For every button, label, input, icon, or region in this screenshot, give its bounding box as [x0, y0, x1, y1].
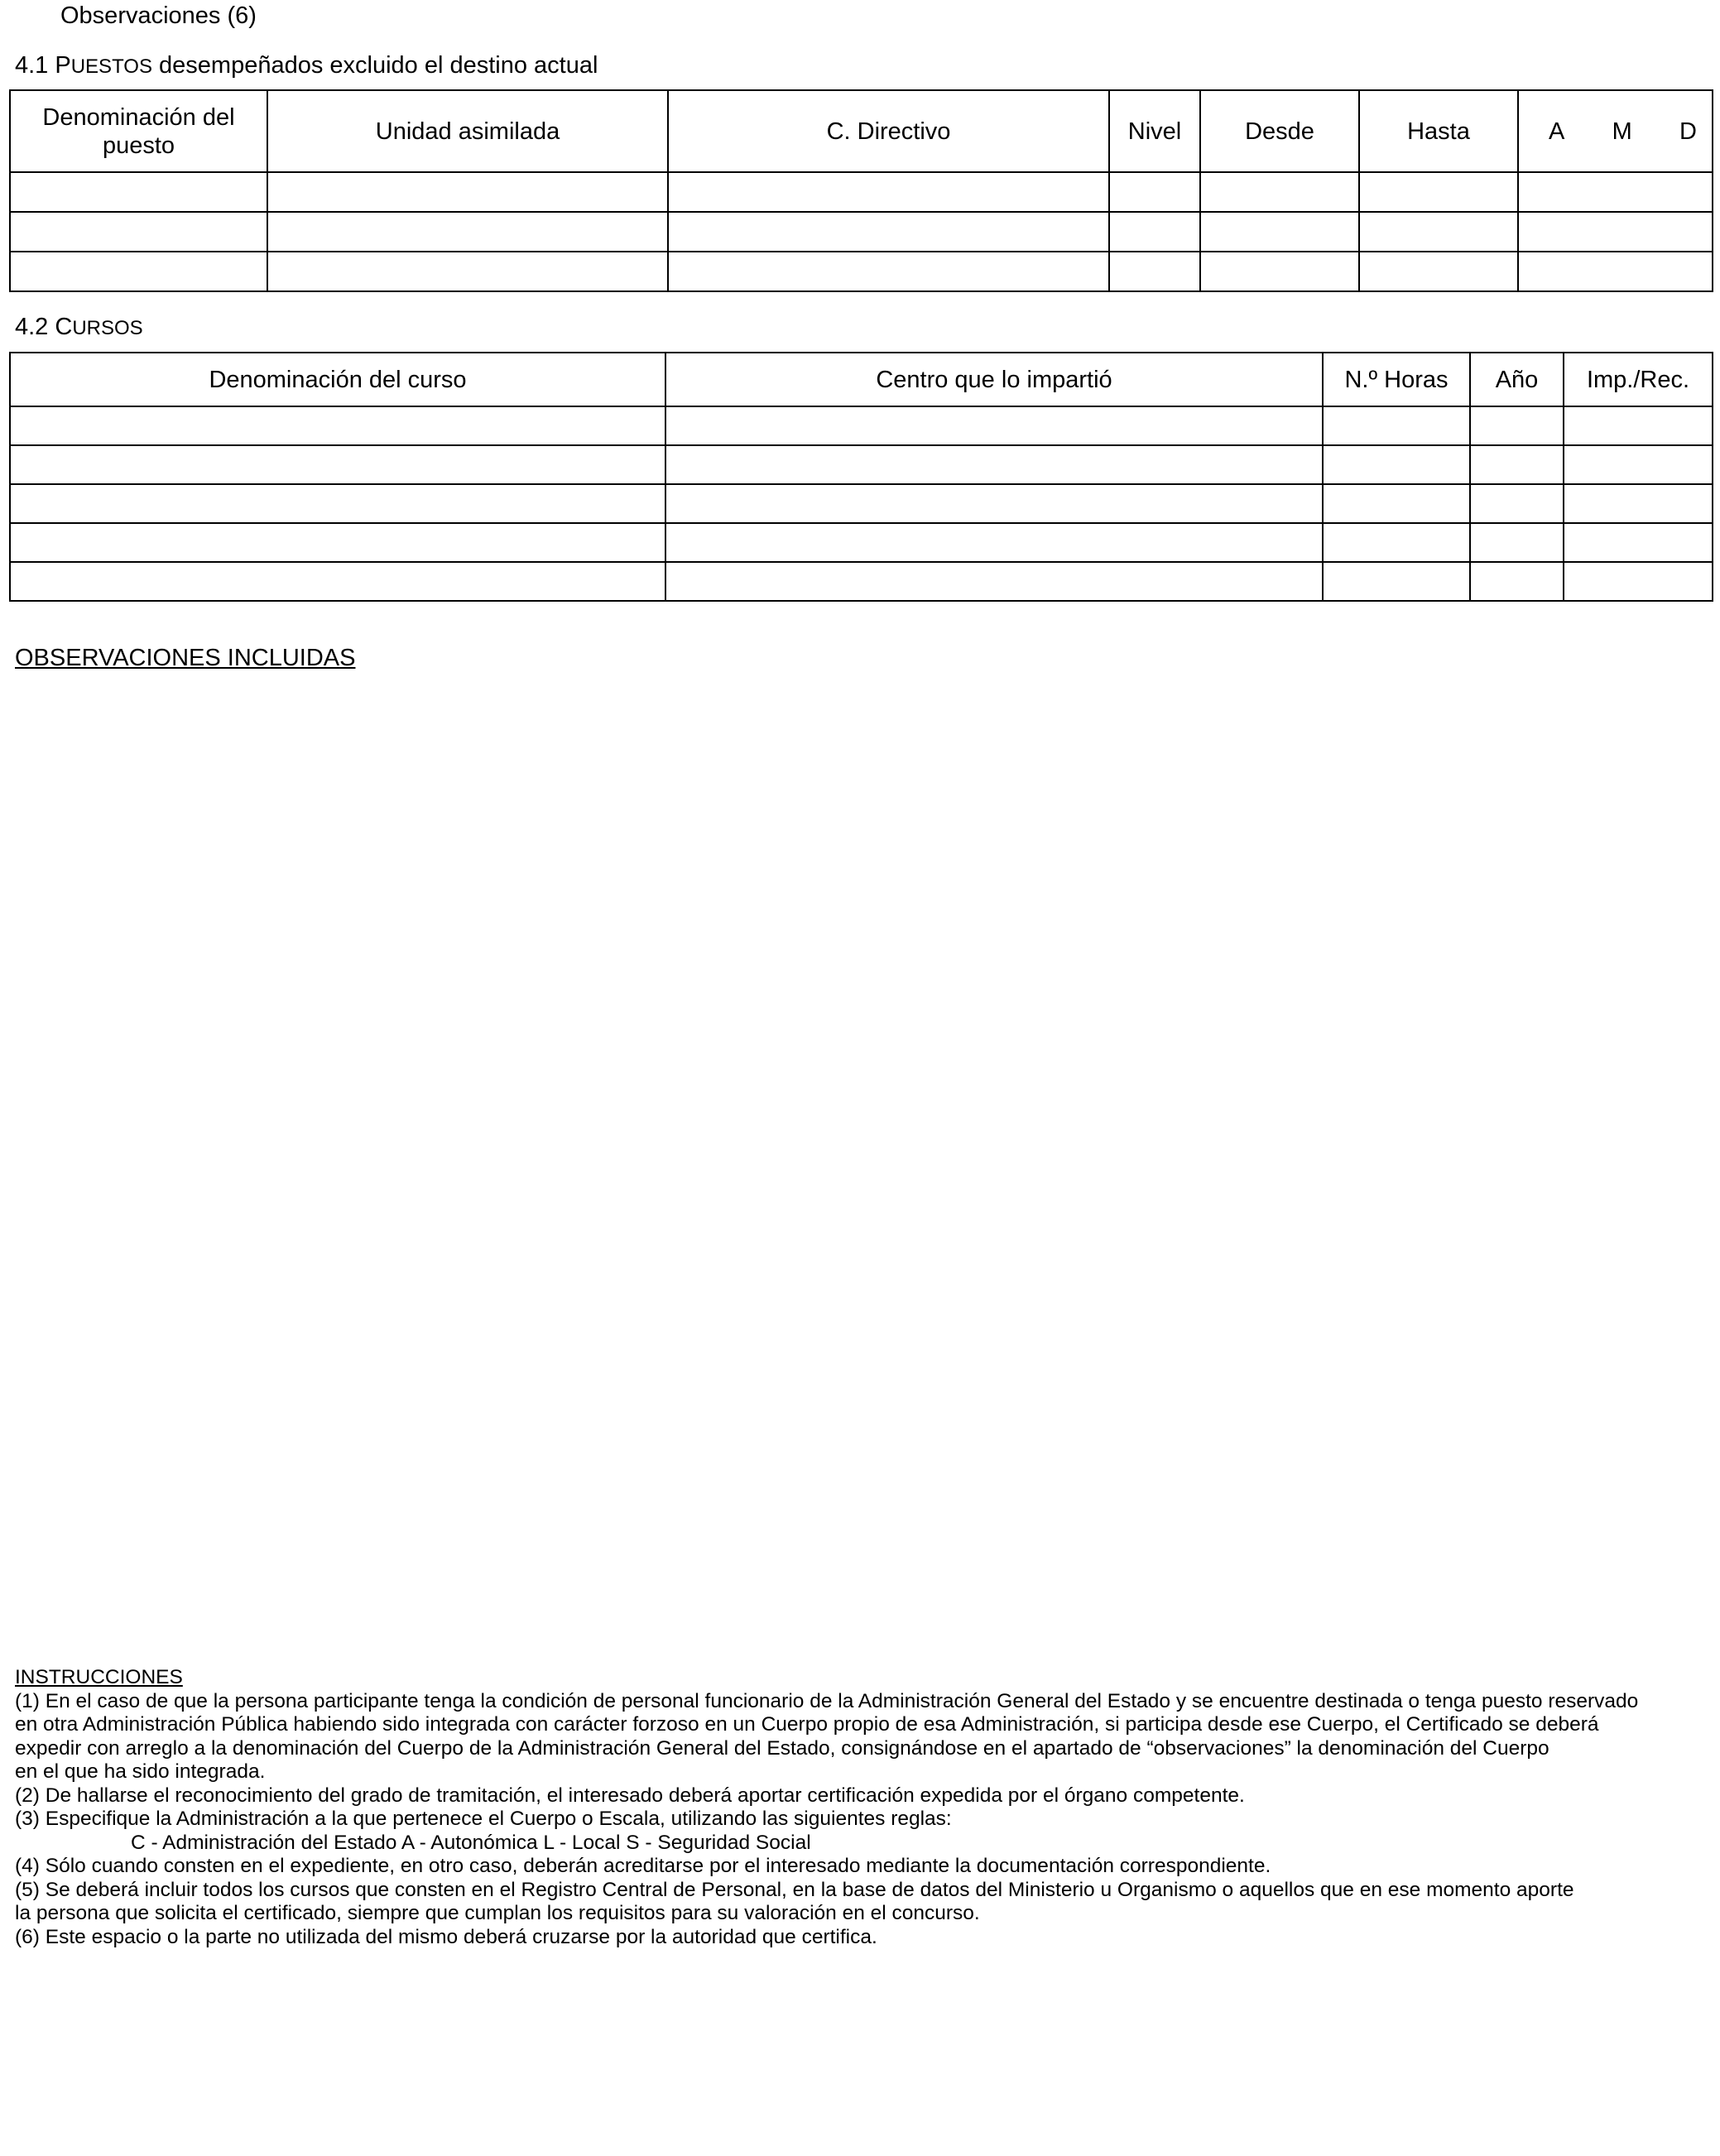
table-cell[interactable] — [1564, 523, 1713, 562]
section-41-title-smallcaps: UESTOS — [70, 55, 152, 78]
table-cell[interactable] — [1359, 212, 1518, 252]
instruccion-line: (6) Este espacio o la parte no utilizada del mismo deberá cruzarse por la autoridad que certifica. — [15, 1925, 877, 1948]
col-hasta: Hasta — [1359, 90, 1518, 172]
table-cell[interactable] — [10, 484, 665, 523]
table-cell[interactable] — [1518, 252, 1713, 291]
cursos-row — [10, 445, 1713, 484]
table-cell[interactable] — [665, 406, 1323, 445]
section-41-title-initial: P — [55, 52, 71, 79]
instrucciones-title: INSTRUCCIONES — [15, 1666, 183, 1688]
col-amd-a: A — [1549, 118, 1565, 145]
section-42-number: 4.2 — [15, 314, 55, 340]
cursos-row — [10, 406, 1713, 445]
table-cell[interactable] — [1470, 562, 1564, 601]
table-cell[interactable] — [10, 562, 665, 601]
table-cell[interactable] — [1470, 445, 1564, 484]
table-cell[interactable] — [10, 172, 267, 212]
puestos-row — [10, 172, 1713, 212]
section-42-title-smallcaps: URSOS — [72, 317, 143, 339]
table-cell[interactable] — [1323, 406, 1470, 445]
table-cell[interactable] — [10, 252, 267, 291]
col-anio: Año — [1470, 353, 1564, 406]
cursos-table — [9, 352, 1713, 602]
col-c-directivo: C. Directivo — [668, 90, 1109, 172]
table-cell[interactable] — [1323, 523, 1470, 562]
table-cell[interactable] — [1359, 252, 1518, 291]
col-amd-d: D — [1679, 118, 1697, 145]
table-cell[interactable] — [665, 523, 1323, 562]
table-cell[interactable] — [1470, 484, 1564, 523]
instruccion-line: (5) Se deberá incluir todos los cursos que consten en el Registro Central de Personal, en la base de datos del Ministerio u Organismo o aquellos que en ese momento aporte — [15, 1878, 1574, 1901]
col-nivel: Nivel — [1109, 90, 1200, 172]
col-horas: N.º Horas — [1323, 353, 1470, 406]
table-cell[interactable] — [665, 484, 1323, 523]
col-centro-impartio: Centro que lo impartió — [665, 353, 1323, 406]
table-cell[interactable] — [1564, 484, 1713, 523]
col-desde: Desde — [1200, 90, 1359, 172]
table-cell[interactable] — [668, 212, 1109, 252]
cursos-row — [10, 523, 1713, 562]
table-cell[interactable] — [1323, 445, 1470, 484]
instruccion-line: (1) En el caso de que la persona participante tenga la condición de personal funcionario de la Administración General del Estado y se encuentre destinada o tenga puesto reservado — [15, 1689, 1639, 1712]
table-cell[interactable] — [10, 523, 665, 562]
table-cell[interactable] — [1200, 172, 1359, 212]
col-imp-rec: Imp./Rec. — [1564, 353, 1713, 406]
cursos-row — [10, 562, 1713, 601]
table-cell[interactable] — [1359, 172, 1518, 212]
puestos-header-row — [10, 90, 1713, 172]
table-cell[interactable] — [10, 406, 665, 445]
table-cell[interactable] — [1109, 252, 1200, 291]
table-cell[interactable] — [267, 252, 668, 291]
observaciones-label: Observaciones (6) — [60, 2, 257, 29]
section-42-title-initial: C — [55, 314, 73, 340]
section-41-number: 4.1 — [15, 52, 55, 79]
col-unidad-asimilada: Unidad asimilada — [267, 90, 668, 172]
instruccion-line: expedir con arreglo a la denominación del Cuerpo de la Administración General del Estado, consignándose en el apartado de “observaciones” la denominación del Cuerpo — [15, 1736, 1549, 1760]
table-cell[interactable] — [665, 445, 1323, 484]
table-cell[interactable] — [10, 445, 665, 484]
table-cell[interactable] — [668, 172, 1109, 212]
col-denominacion-curso: Denominación del curso — [10, 353, 665, 406]
table-cell[interactable] — [1564, 445, 1713, 484]
puestos-table — [9, 89, 1713, 292]
section-41-title-rest: desempeñados excluido el destino actual — [151, 52, 598, 79]
instruccion-reglas: C - Administración del Estado A - Autonómica L - Local S - Seguridad Social — [131, 1831, 811, 1854]
table-cell[interactable] — [267, 172, 668, 212]
table-cell[interactable] — [1518, 172, 1713, 212]
table-cell[interactable] — [10, 212, 267, 252]
cursos-header-row — [10, 353, 1713, 406]
table-cell[interactable] — [1200, 212, 1359, 252]
table-cell[interactable] — [1470, 406, 1564, 445]
table-cell[interactable] — [668, 252, 1109, 291]
table-cell[interactable] — [1564, 562, 1713, 601]
puestos-row — [10, 252, 1713, 291]
section-41-title — [15, 51, 598, 81]
table-cell[interactable] — [1323, 562, 1470, 601]
col-amd-m: M — [1612, 118, 1632, 145]
table-cell[interactable] — [1564, 406, 1713, 445]
table-cell[interactable] — [1109, 172, 1200, 212]
cursos-row — [10, 484, 1713, 523]
table-cell[interactable] — [1200, 252, 1359, 291]
observaciones-incluidas-heading: OBSERVACIONES INCLUIDAS — [15, 645, 356, 671]
instruccion-line: (3) Especifique la Administración a la que pertenece el Cuerpo o Escala, utilizando las siguientes reglas: — [15, 1808, 952, 1830]
col-amd — [1518, 90, 1713, 172]
instruccion-line: (4) Sólo cuando consten en el expediente, en otro caso, deberán acreditarse por el interesado mediante la documentación correspondiente. — [15, 1855, 1271, 1877]
instruccion-line: en el que ha sido integrada. — [15, 1760, 266, 1783]
table-cell[interactable] — [1518, 212, 1713, 252]
instruccion-line: en otra Administración Pública habiendo sido integrada con carácter forzoso en un Cuerpo propio de esa Administración, si participa desde ese Cuerpo, el Certificado se deberá — [15, 1713, 1599, 1736]
instrucciones-block — [15, 1666, 1712, 1949]
instruccion-line: la persona que solicita el certificado, siempre que cumplan los requisitos para su valoración en el concurso. — [15, 1902, 980, 1924]
table-cell[interactable] — [1109, 212, 1200, 252]
table-cell[interactable] — [1323, 484, 1470, 523]
table-cell[interactable] — [267, 212, 668, 252]
table-cell[interactable] — [665, 562, 1323, 601]
section-42-title — [15, 313, 143, 343]
col-denominacion-puesto: Denominación del puesto — [10, 90, 267, 172]
instruccion-line: (2) De hallarse el reconocimiento del grado de tramitación, el interesado deberá aportar certificación expedida por el órgano competente. — [15, 1784, 1245, 1807]
table-cell[interactable] — [1470, 523, 1564, 562]
puestos-row — [10, 212, 1713, 252]
